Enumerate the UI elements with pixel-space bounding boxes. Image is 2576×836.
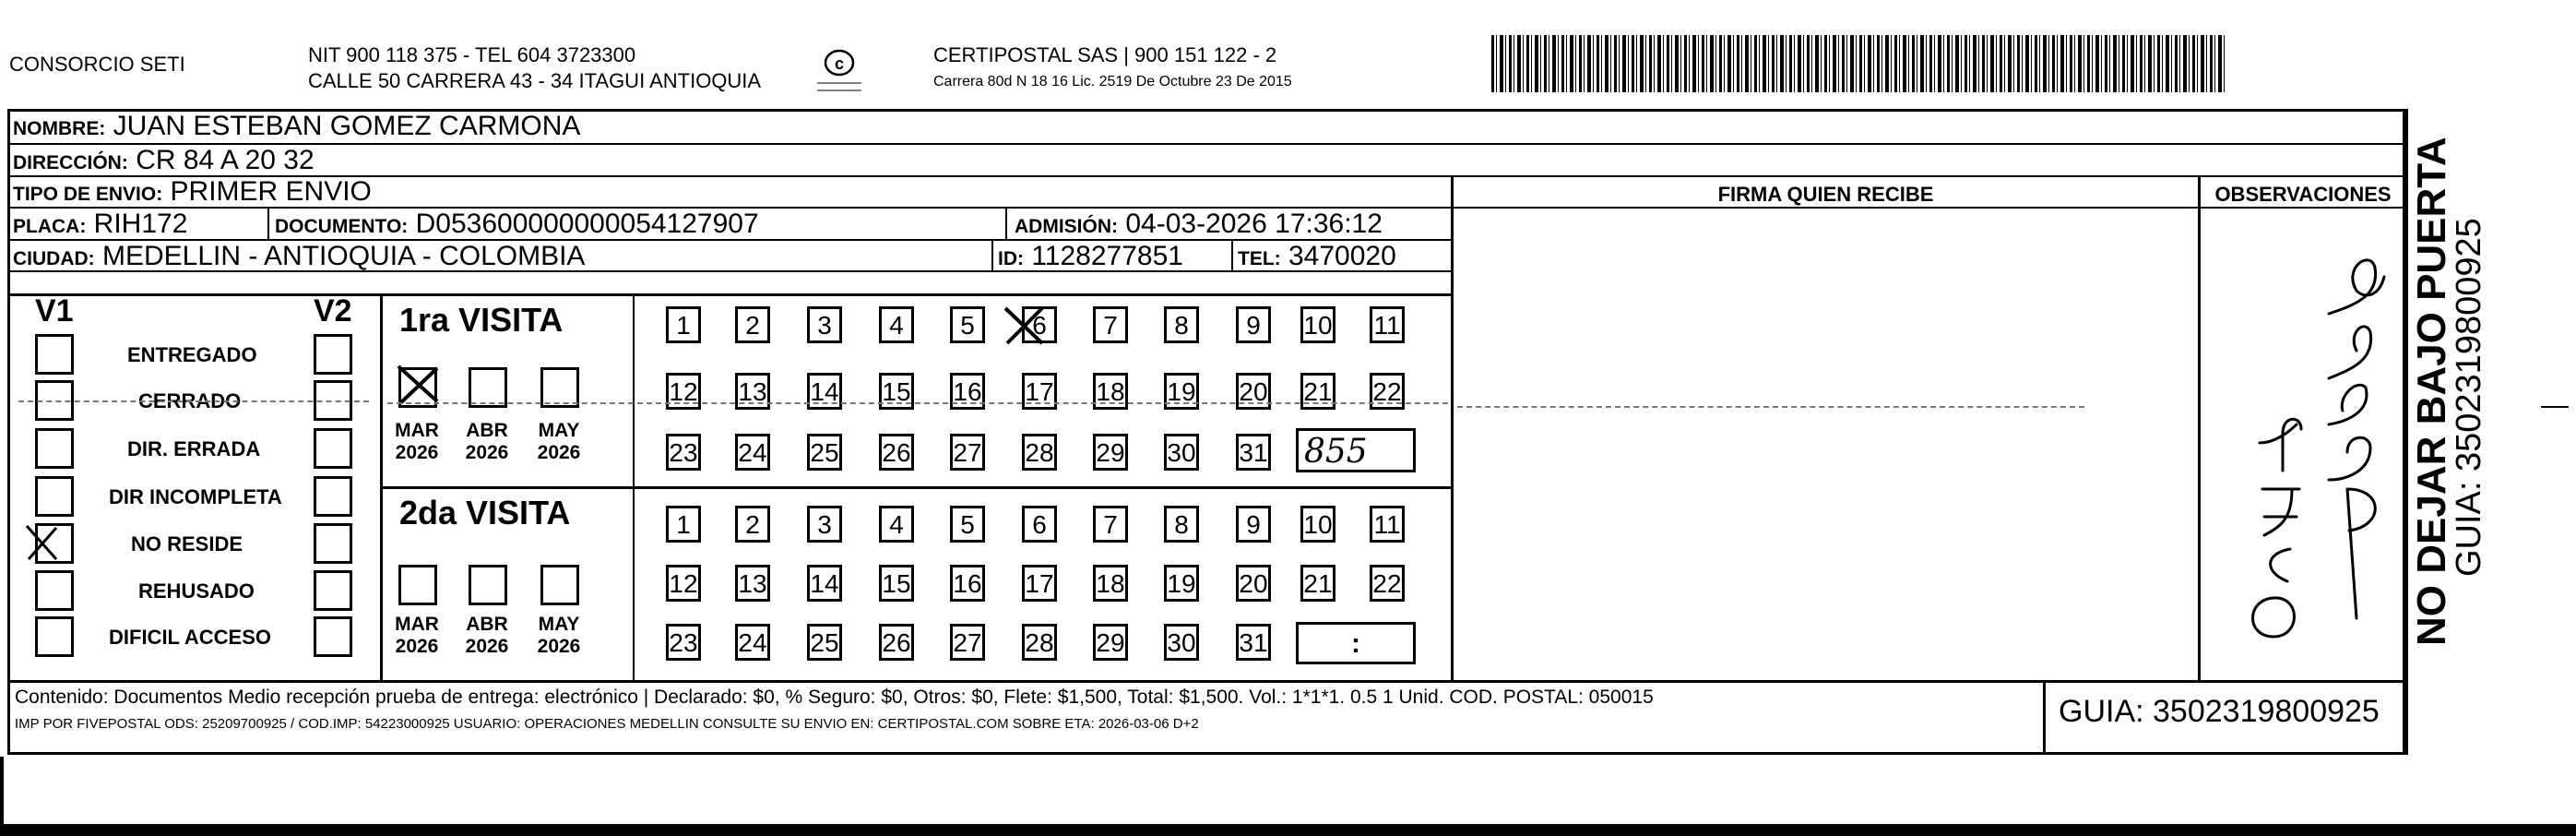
observaciones-header: OBSERVACIONES <box>2214 183 2392 206</box>
day-box[interactable]: 5 <box>950 506 985 543</box>
month-name: MAR <box>395 614 439 635</box>
day-box[interactable]: 31 <box>1236 624 1271 661</box>
certipostal-logo <box>812 44 867 96</box>
month-year: 2026 <box>537 636 581 657</box>
direccion-row <box>13 145 315 179</box>
status-option-label: CERRADO <box>138 389 242 412</box>
day-box[interactable]: 10 <box>1300 306 1335 343</box>
no-dejar-bajo-puerta: NO DEJAR BAJO PUERTA <box>2409 137 2454 646</box>
day-box[interactable]: 28 <box>1022 434 1057 471</box>
nit-line: NIT 900 118 375 - TEL 604 3723300 <box>308 43 636 66</box>
day-box[interactable]: 6 <box>1022 306 1057 343</box>
id-label: ID: <box>998 248 1024 269</box>
day-box[interactable]: 11 <box>1370 506 1405 543</box>
v1-checkbox[interactable] <box>35 616 74 657</box>
v1-label: V1 <box>35 293 74 328</box>
day-box[interactable]: 16 <box>950 565 985 602</box>
day-box[interactable]: 7 <box>1093 506 1128 543</box>
day-box[interactable]: 25 <box>807 624 842 661</box>
day-box[interactable]: 19 <box>1164 373 1199 410</box>
tipo-row <box>13 176 372 210</box>
month-label <box>389 614 445 658</box>
hour-box-first[interactable] <box>1296 428 1416 472</box>
placa-row <box>13 209 187 243</box>
tel-label: TEL: <box>1238 248 1281 269</box>
month-name: MAY <box>538 420 580 441</box>
svg-text:c: c <box>834 54 845 73</box>
placa-value: RIH172 <box>93 209 188 239</box>
day-box[interactable]: 30 <box>1164 434 1199 471</box>
day-box[interactable]: 15 <box>879 565 914 602</box>
direccion-label: DIRECCIÓN: <box>13 152 128 173</box>
month-year: 2026 <box>395 442 439 463</box>
month-year: 2026 <box>537 442 581 463</box>
guia-footer: GUIA: 3502319800925 <box>2059 694 2380 729</box>
day-box[interactable]: 17 <box>1022 373 1057 410</box>
month-name: ABR <box>466 420 508 441</box>
day-box[interactable]: 5 <box>950 306 985 343</box>
day-box[interactable]: 23 <box>666 434 701 471</box>
v2-label: V2 <box>314 293 352 328</box>
day-box[interactable]: 9 <box>1236 506 1271 543</box>
day-box[interactable]: 24 <box>735 624 770 661</box>
month-year: 2026 <box>465 442 509 463</box>
day-box[interactable]: 15 <box>879 373 914 410</box>
month-year: 2026 <box>395 636 439 657</box>
ciudad-value: MEDELLIN - ANTIOQUIA - COLOMBIA <box>102 241 586 271</box>
barcode <box>1491 35 2226 92</box>
day-box[interactable]: 10 <box>1300 506 1335 543</box>
day-box[interactable]: 18 <box>1093 373 1128 410</box>
direccion-value: CR 84 A 20 32 <box>136 145 315 175</box>
day-box[interactable]: 14 <box>807 565 842 602</box>
day-box[interactable]: 18 <box>1093 565 1128 602</box>
day-box[interactable]: 4 <box>879 506 914 543</box>
placa-label: PLACA: <box>13 216 87 237</box>
month-name: MAR <box>395 420 439 441</box>
second-visit-title: 2da VISITA <box>399 494 571 531</box>
documento-row <box>275 209 759 243</box>
tipo-label: TIPO DE ENVIO: <box>13 184 163 205</box>
day-box[interactable]: 23 <box>666 624 701 661</box>
nombre-label: NOMBRE: <box>13 118 106 139</box>
day-box[interactable]: 2 <box>735 506 770 543</box>
day-box[interactable]: 30 <box>1164 624 1199 661</box>
month-label <box>459 614 515 658</box>
tel-row <box>1238 241 1396 275</box>
status-option-label: NO RESIDE <box>131 532 243 555</box>
day-box[interactable]: 1 <box>666 306 701 343</box>
month-label <box>389 420 445 464</box>
id-value: 1128277851 <box>1031 241 1183 271</box>
day-box[interactable]: 22 <box>1370 565 1405 602</box>
day-box[interactable]: 27 <box>950 624 985 661</box>
admision-label: ADMISIÓN: <box>1015 216 1118 237</box>
day-box[interactable]: 13 <box>735 565 770 602</box>
day-box[interactable]: 20 <box>1236 565 1271 602</box>
day-box[interactable]: 28 <box>1022 624 1057 661</box>
v2-checkbox[interactable] <box>314 428 352 469</box>
month-label <box>531 614 587 658</box>
status-option-label: ENTREGADO <box>127 343 257 366</box>
month-label <box>459 420 515 464</box>
month-checkbox[interactable] <box>398 565 437 605</box>
day-6-mark <box>1002 305 1048 353</box>
v2-checkbox[interactable] <box>314 334 352 375</box>
documento-label: DOCUMENTO: <box>275 216 409 237</box>
day-box[interactable]: 7 <box>1093 306 1128 343</box>
firma-header: FIRMA QUIEN RECIBE <box>1717 183 1934 206</box>
address-line: CALLE 50 CARRERA 43 - 34 ITAGUI ANTIOQUIA <box>308 69 762 92</box>
status-option-label: DIR. ERRADA <box>127 437 261 460</box>
day-box[interactable]: 21 <box>1300 565 1335 602</box>
day-box[interactable]: 8 <box>1164 506 1199 543</box>
id-row <box>998 241 1183 275</box>
imp-text: IMP POR FIVEPOSTAL ODS: 25209700925 / COD.IMP: 54223000925 USUARIO: OPERACIONES MEDELLIN CONSULTE SU ENVIO EN: CERTIPOSTAL.COM SOBRE ETA: 2026-03-06 D+2 <box>15 716 1199 732</box>
day-box[interactable]: 13 <box>735 373 770 410</box>
day-box[interactable]: 3 <box>807 306 842 343</box>
day-box[interactable]: 2 <box>735 306 770 343</box>
status-option-label: DIFICIL ACCESO <box>109 626 272 649</box>
documento-value: D053600000000054127907 <box>415 209 759 239</box>
day-box[interactable]: 31 <box>1236 434 1271 471</box>
day-box[interactable]: 21 <box>1300 373 1335 410</box>
day-box[interactable]: 3 <box>807 506 842 543</box>
hour-box-second[interactable] <box>1296 622 1416 664</box>
admision-row <box>1015 209 1383 243</box>
day-box[interactable]: 19 <box>1164 565 1199 602</box>
status-option-label: REHUSADO <box>138 579 255 603</box>
day-box[interactable]: 12 <box>666 565 701 602</box>
day-box[interactable]: 26 <box>879 624 914 661</box>
month-name: ABR <box>466 614 508 635</box>
month-label <box>531 420 587 464</box>
nombre-row <box>13 111 580 145</box>
day-box[interactable]: 29 <box>1093 624 1128 661</box>
license-line: Carrera 80d N 18 16 Lic. 2519 De Octubre 23 De 2015 <box>933 74 1292 90</box>
v1-checkbox[interactable] <box>35 334 74 375</box>
v2-checkbox[interactable] <box>314 616 352 657</box>
day-box[interactable]: 1 <box>666 506 701 543</box>
status-option-label: DIR INCOMPLETA <box>109 485 282 508</box>
day-box[interactable]: 24 <box>735 434 770 471</box>
day-box[interactable]: 26 <box>879 434 914 471</box>
day-box[interactable]: 4 <box>879 306 914 343</box>
guia-vertical: GUIA: 3502319800925 <box>2450 218 2488 577</box>
hour-value-second: : <box>1351 628 1360 659</box>
day-box[interactable]: 25 <box>807 434 842 471</box>
day-box[interactable]: 22 <box>1370 373 1405 410</box>
day-box[interactable]: 11 <box>1370 306 1405 343</box>
v2-checkbox[interactable] <box>314 570 352 611</box>
contenido-text: Contenido: Documentos Medio recepción prueba de entrega: electrónico | Declarado: $0, % Seguro: $0, Otros: $0, Flete: $1,500, Total: $1,500. Vol.: 1*1*1. 0.5 1 Unid. COD. POSTAL: 050015 <box>15 687 1654 708</box>
ciudad-label: CIUDAD: <box>13 248 95 269</box>
hour-value-first: 855 <box>1304 433 1368 471</box>
tipo-value: PRIMER ENVIO <box>170 176 372 207</box>
v2-checkbox[interactable] <box>314 523 352 564</box>
day-box[interactable]: 14 <box>807 373 842 410</box>
day-box[interactable]: 20 <box>1236 373 1271 410</box>
day-box[interactable]: 16 <box>950 373 985 410</box>
handwritten-observation <box>2209 212 2403 664</box>
month-checkbox[interactable] <box>469 565 507 605</box>
day-box[interactable]: 9 <box>1236 306 1271 343</box>
v1-checkbox[interactable] <box>35 476 74 517</box>
day-box[interactable]: 27 <box>950 434 985 471</box>
v1-checkbox[interactable] <box>35 570 74 611</box>
month-name: MAY <box>538 614 580 635</box>
day-box[interactable]: 6 <box>1022 506 1057 543</box>
first-visit-title: 1ra VISITA <box>399 301 564 339</box>
no-reside-check-mark <box>23 522 62 571</box>
month-checkbox[interactable] <box>540 565 579 605</box>
v1-checkbox[interactable] <box>35 428 74 469</box>
company-name: CONSORCIO SETI <box>9 53 185 76</box>
tel-value: 3470020 <box>1288 241 1396 271</box>
ciudad-row <box>13 241 585 275</box>
day-box[interactable]: 17 <box>1022 565 1057 602</box>
month-year: 2026 <box>465 636 509 657</box>
v2-checkbox[interactable] <box>314 476 352 517</box>
day-box[interactable]: 29 <box>1093 434 1128 471</box>
nombre-value: JUAN ESTEBAN GOMEZ CARMONA <box>113 111 581 141</box>
day-box[interactable]: 12 <box>666 373 701 410</box>
day-box[interactable]: 8 <box>1164 306 1199 343</box>
mar-first-visit-mark <box>395 363 445 413</box>
carrier-line: CERTIPOSTAL SAS | 900 151 122 - 2 <box>933 43 1277 66</box>
admision-value: 04-03-2026 17:36:12 <box>1125 209 1383 239</box>
